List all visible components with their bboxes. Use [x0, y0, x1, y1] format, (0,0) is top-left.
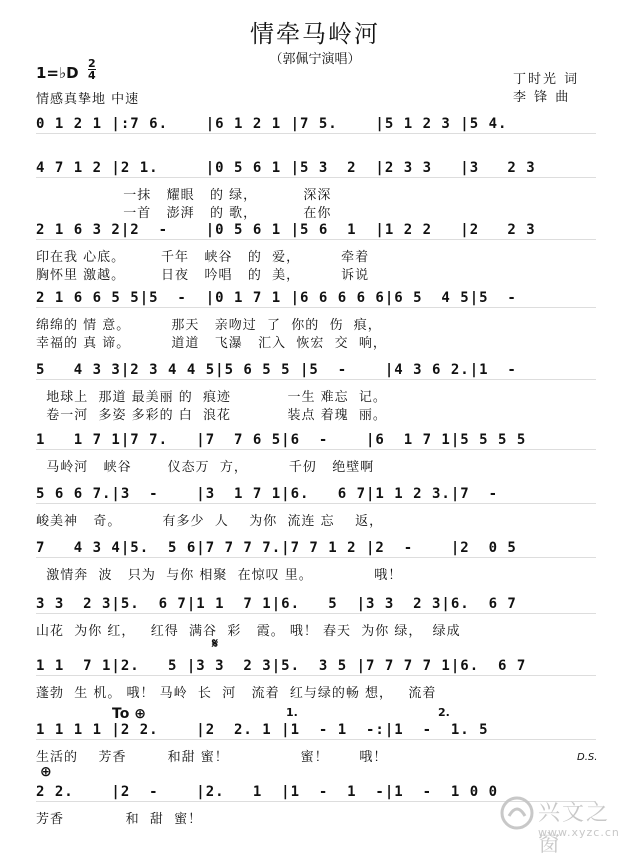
song-title: 情牵马岭河: [250, 20, 380, 48]
lyric-line: 卷一河 多姿 多彩的 白 浪花 装点 着瑰 丽。: [36, 408, 387, 423]
music-line: 0 1 2 1 |:7 6. |6 1 2 1 |7 5. |5 1 2 3 |5 4.: [36, 116, 596, 134]
watermark-url: www.xyzc.cn: [538, 826, 620, 839]
lyric-line: 一抹 耀眼 的 绿， 深深: [36, 188, 332, 203]
time-signature: [88, 58, 96, 81]
lyric-line: 绵绵的 情 意。 那天 亲吻过 了 你的 伤 痕，: [36, 318, 382, 333]
watermark-text: 兴文之窗: [538, 801, 611, 857]
music-line: 3 3 2 3|5. 6 7|1 1 7 1|6. 5 |3 3 2 3|6. 6 7: [36, 596, 596, 614]
coda-icon: ⊕: [134, 706, 146, 722]
lyric-line: 芳香 和 甜 蜜！: [36, 812, 203, 827]
music-line: 5 4 3 3|2 3 4 4 5|5 6 5 5 |5 - |4 3 6 2.|1 -: [36, 362, 596, 380]
lyric-line: 山花 为你 红， 红得 满谷 彩 霞。 哦！ 春天 为你 绿， 绿成: [36, 624, 461, 639]
music-line: 2 1 6 3 2|2 - |0 5 6 1 |5 6 1 |1 2 2 |2 2 3: [36, 222, 596, 240]
lyricist-credit: 丁时光 词: [513, 72, 580, 87]
music-line: 1 1 1 1 |2 2. |2 2. 1 |1 - 1 -:|1 - 1. 5: [36, 722, 596, 740]
to-coda-sign: [112, 706, 146, 722]
music-line: 7 4 3 4|5. 5 6|7 7 7 7.|7 7 1 2 |2 - |2 0 5: [36, 540, 596, 558]
watermark: [500, 792, 620, 857]
watermark-logo-icon: [500, 796, 534, 830]
lyric-line: 一首 澎湃 的 歌， 在你: [36, 206, 332, 221]
volta-2: 2.: [438, 706, 450, 719]
volta-1: 1.: [286, 706, 298, 719]
tempo-marking: 情感真挚地 中速: [36, 92, 140, 107]
lyric-line: 峻美神 奇。 有多少 人 为你 流连 忘 返，: [36, 514, 384, 529]
lyric-line: 蓬勃 生 机。 哦！ 马岭 长 河 流着 红与绿的畅 想， 流着: [36, 686, 437, 701]
key-signature: 1=♭D: [36, 64, 79, 82]
music-line: 5 6 6 7.|3 - |3 1 7 1|6. 6 7|1 1 2 3.|7 -: [36, 486, 596, 504]
coda-icon-start: ⊕: [40, 764, 52, 780]
time-signature-bottom: 4: [88, 69, 96, 82]
music-line: 2 2. |2 - |2. 1 |1 - 1 -|1 - 1 0 0: [36, 784, 596, 802]
ds-marking: D.S.: [577, 752, 598, 763]
lyric-line: 胸怀里 激越。 日夜 吟唱 的 美， 诉说: [36, 268, 370, 283]
lyric-line: 印在我 心底。 千年 峡谷 的 爱， 牵着: [36, 250, 370, 265]
lyric-line: 地球上 那道 最美丽 的 痕迹 一生 难忘 记。: [36, 390, 387, 405]
time-signature-top: 2: [88, 57, 96, 70]
music-line: 2 1 6 6 5 5|5 - |0 1 7 1 |6 6 6 6 6|6 5 4 5|5 -: [36, 290, 596, 308]
music-line: 4 7 1 2 |2 1. |0 5 6 1 |5 3 2 |2 3 3 |3 2 3: [36, 160, 596, 178]
music-line: 1 1 7 1|7 7. |7 7 6 5|6 - |6 1 7 1|5 5 5 5: [36, 432, 596, 450]
segno-icon: 𝄋: [212, 636, 219, 652]
lyric-line: 马岭河 峡谷 仪态万 方， 千仞 绝壁啊: [36, 460, 375, 475]
to-coda-label: To: [112, 706, 130, 722]
lyric-line: 幸福的 真 谛。 道道 飞瀑 汇入 恢宏 交 响，: [36, 336, 387, 351]
composer-credit: 李 锋 曲: [513, 90, 571, 105]
singer-credit: （郭佩宁演唱）: [269, 52, 361, 67]
lyric-line: 激情奔 波 只为 与你 相聚 在惊叹 里。 哦！: [36, 568, 403, 583]
music-line: 1 1 7 1|2. 5 |3 3 2 3|5. 3 5 |7 7 7 7 1|6. 6 7: [36, 658, 596, 676]
lyric-line: 生活的 芳香 和甜 蜜！ 蜜！ 哦！: [36, 750, 388, 765]
